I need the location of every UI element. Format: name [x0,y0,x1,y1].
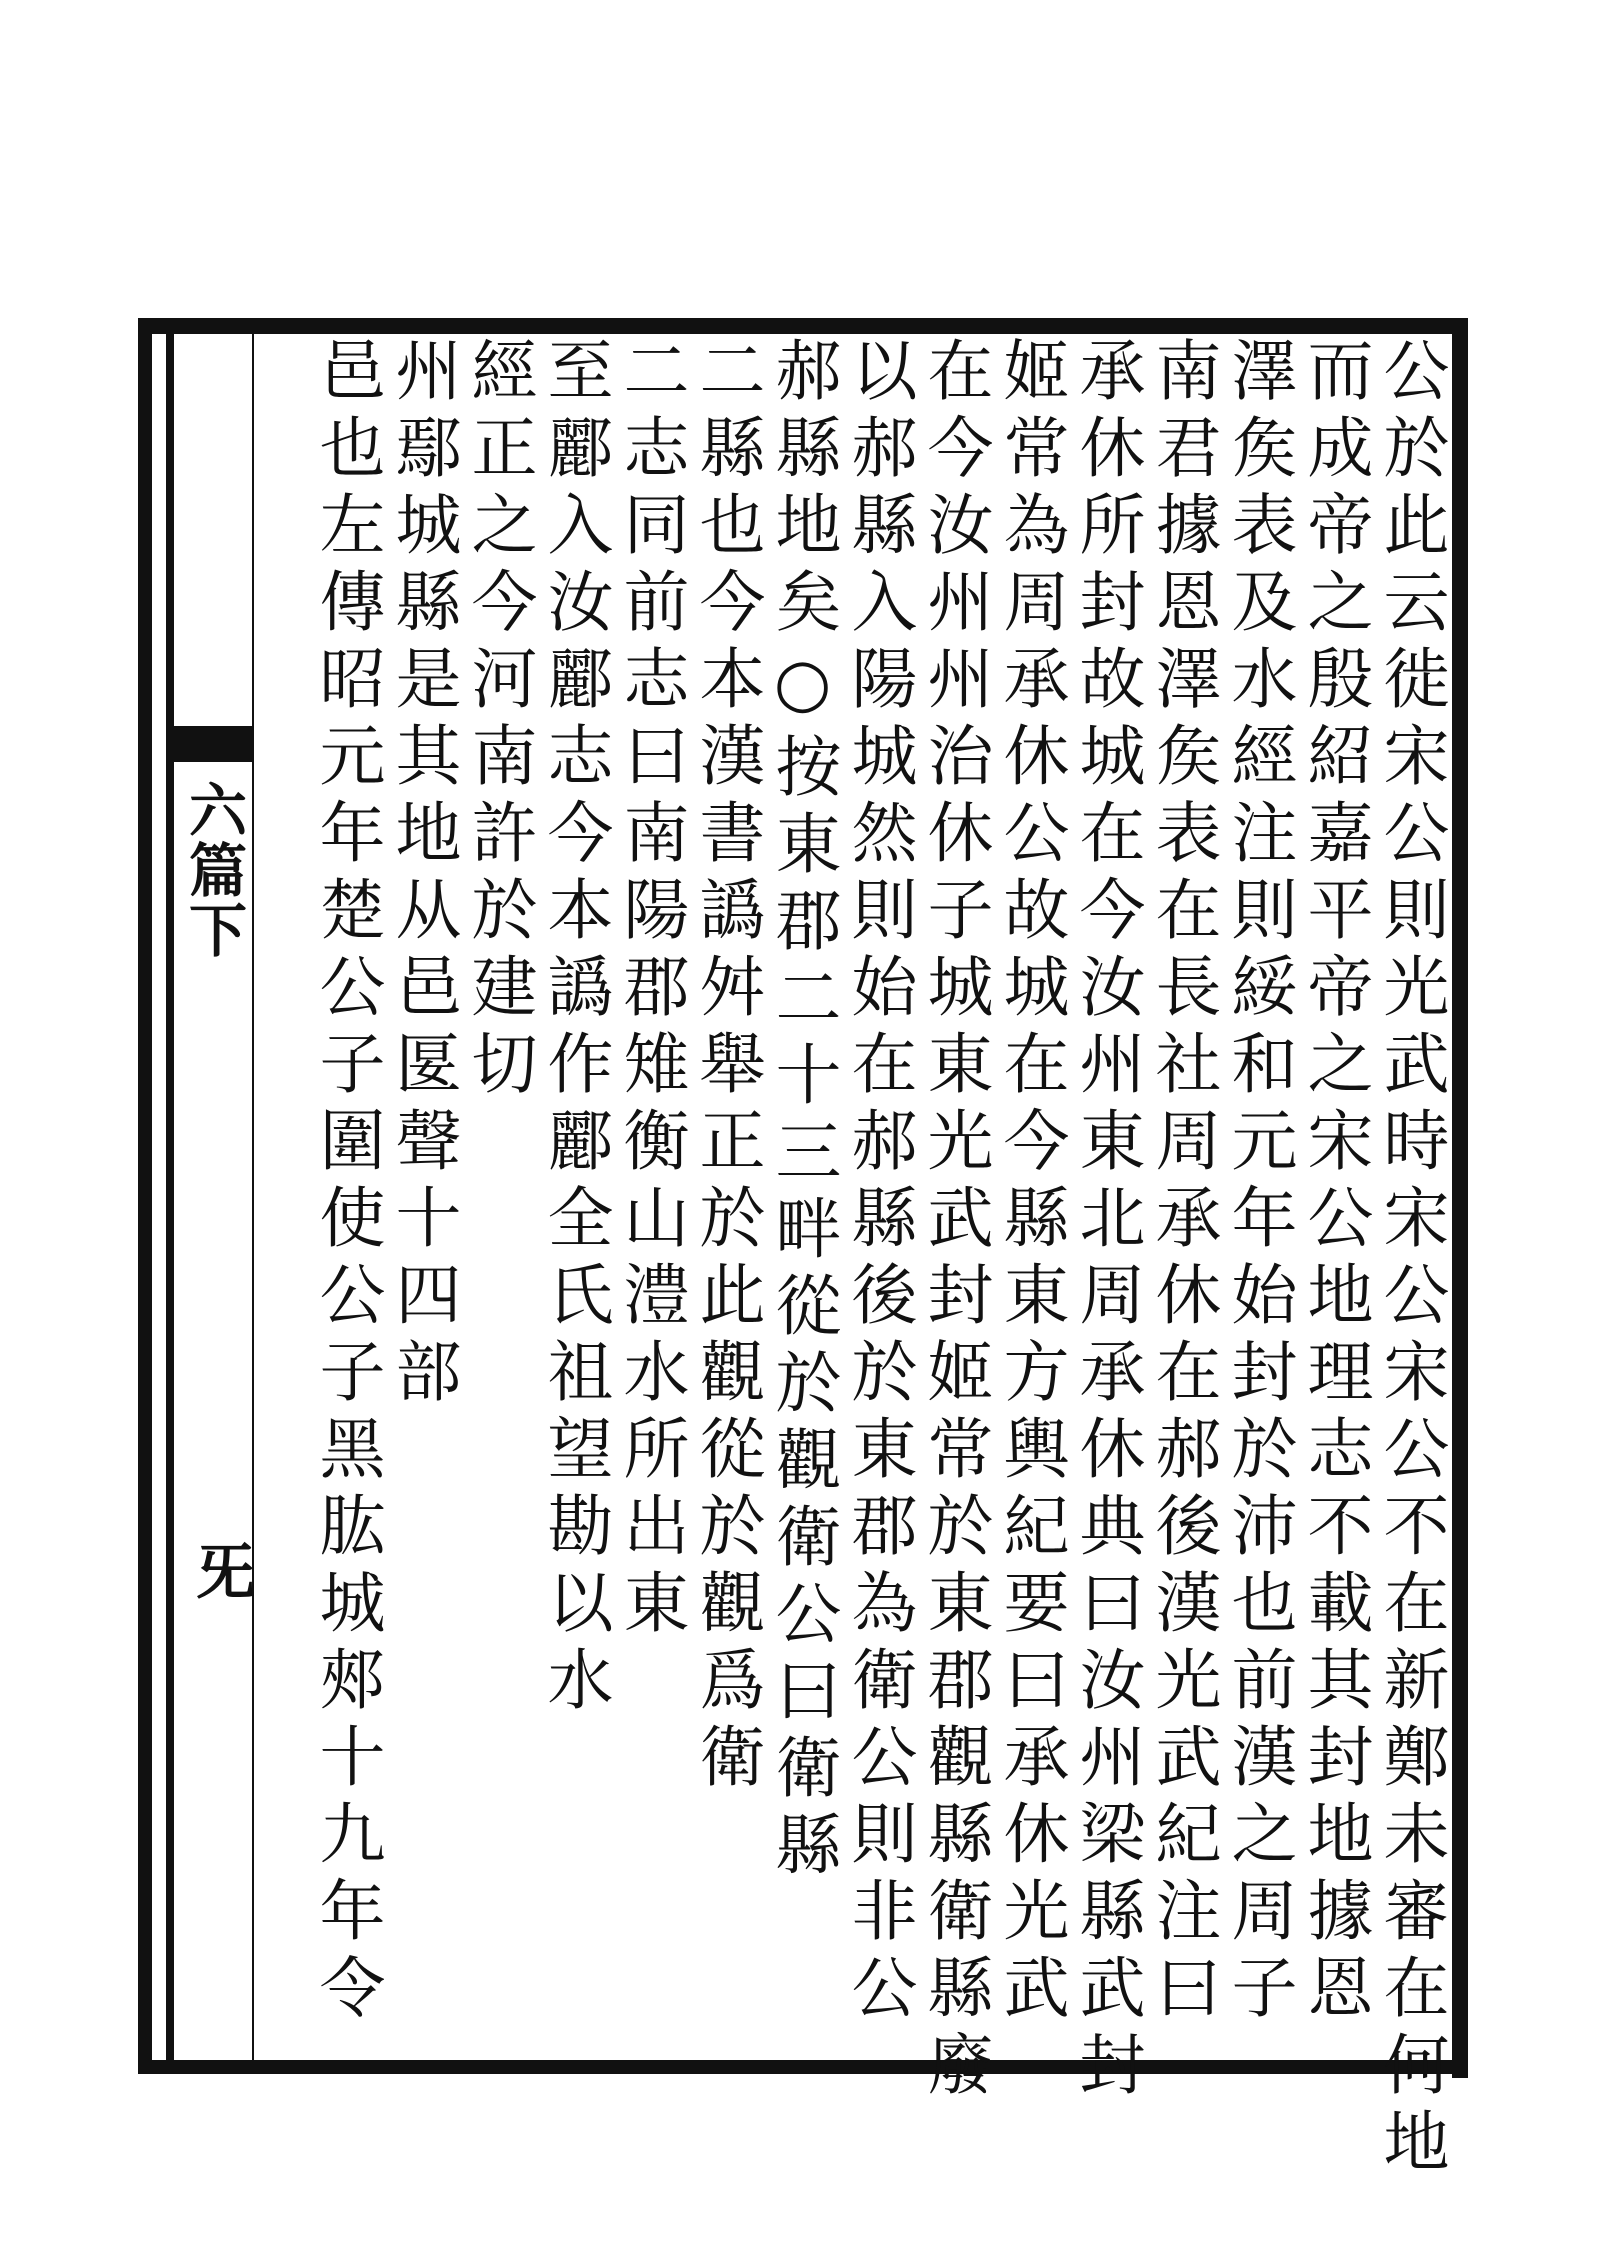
text-column: 州鄢城縣是其地从邑匽聲十四部 [384,336,461,1414]
frame-border-top [138,318,1468,334]
text-column: 承休所封故城在今汝州東北周承休典曰汝州梁縣武封 [1068,336,1145,2107]
frame-border-bottom [138,2060,1468,2074]
text-column: 公於此云徙宋公則光武時宋公宋公不在新鄭未審在何地 [1372,336,1449,2184]
text-column: 以郝縣入陽城然則始在郝縣後於東郡為衛公則非公 [840,336,917,2030]
text-column: 姬常為周承休公故城在今縣東方輿紀要曰承休光武 [992,336,1069,2030]
text-body [258,336,1449,2184]
text-column: 至酈入汝酈志今本譌作酈全氏祖望勘以水 [536,336,613,1722]
section-title: 六篇下 [179,780,247,960]
text-column: 南君據恩澤矦表在長社周承休在郝後漢光武紀注曰 [1144,336,1221,2030]
text-column: 邑也左傳昭元年楚公子圍使公子黑肱城郟十九年令 [308,336,385,2030]
text-column: 在今汝州州治休子城東光武封姬常於東郡觀縣衛縣廢 [916,336,993,2107]
page-number: 旡 [186,1540,256,1600]
spine-rule [166,318,174,2074]
text-column: 經正之今河南許於建切 [460,336,537,1106]
text-column: 二志同前志曰南陽郡雉衡山澧水所出東 [612,336,689,1645]
text-column: 郝縣地矣○按東郡二十三畔從於觀衛公曰衛縣 [764,336,841,1887]
frame-border-left [138,318,152,2074]
text-column: 二縣也今本漢書譌舛舉正於此觀從於觀爲衛 [688,336,765,1799]
frame-border-right [1452,318,1468,2078]
text-column: 而成帝之殷紹嘉平帝之宋公地理志不載其封地據恩 [1296,336,1373,2030]
text-column: 澤矦表及水經注則綏和元年始封於沛也前漢之周子 [1220,336,1297,2030]
